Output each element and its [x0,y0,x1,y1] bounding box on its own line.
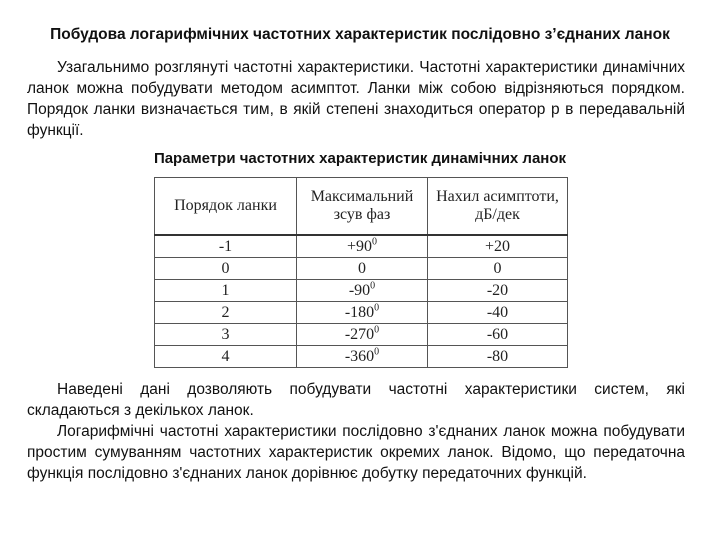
degree-mark: 0 [372,236,378,248]
cell-phase: $+90^0$ [297,235,428,258]
cell-order: 4 [155,346,297,368]
table-header-row [155,178,568,236]
table-row [155,324,568,346]
cell-order: 1 [155,280,297,302]
cell-order: 2 [155,302,297,324]
data-usage-paragraph: Наведені дані дозволяють побудувати частотні характеристики систем, які складаються з декількох ланок. [27,381,685,419]
cell-phase: $-270^0$ [297,324,428,346]
cell-order: -1 [155,235,297,258]
header-asymptote-slope: Нахил асимптоти, дБ/дек [428,178,568,236]
degree-mark: 0 [374,302,380,314]
table-row [155,346,568,368]
page-title: Побудова логарифмічних частотних характеристик послідовно з’єднаних ланок [50,26,670,43]
cell-slope: -60 [428,324,568,346]
table-row [155,302,568,324]
table-row [155,235,568,258]
cell-phase: $-360^0$ [297,346,428,368]
intro-paragraph: Узагальнимо розглянуті частотні характеристики. Частотні характеристики динамічних ланок можна побудувати методом асимптот. Ланки між собою відрізняються порядком. Порядок ланки визначається тим, в якій степені знаходиться оператор р в передавальній функції. [27,59,685,139]
cell-slope: +20 [428,235,568,258]
degree-mark: 0 [374,346,380,358]
degree-mark: 0 [370,280,376,292]
cell-order: 0 [155,258,297,280]
cell-order: 3 [155,324,297,346]
header-order: Порядок ланки [155,178,297,236]
cell-phase: $-90^0$ [297,280,428,302]
table-caption: Параметри частотних характеристик динамічних ланок [153,150,567,167]
cell-slope: 0 [428,258,568,280]
parameters-table [154,177,568,368]
table-row [155,280,568,302]
table-row [155,258,568,280]
cell-slope: -20 [428,280,568,302]
cell-slope: -40 [428,302,568,324]
header-phase-shift: Максимальний зсув фаз [297,178,428,236]
cell-slope: -80 [428,346,568,368]
degree-mark: 0 [374,324,380,336]
cell-phase: 0 [297,258,428,280]
cell-phase: $-180^0$ [297,302,428,324]
summation-paragraph: Логарифмічні частотні характеристики послідовно з'єднаних ланок можна побудувати простим сумуванням частотних характеристик окремих ланок. Відомо, що передаточна функція послідовно з'єднаних ланок дорівнює добутку передаточних функцій. [27,423,685,482]
